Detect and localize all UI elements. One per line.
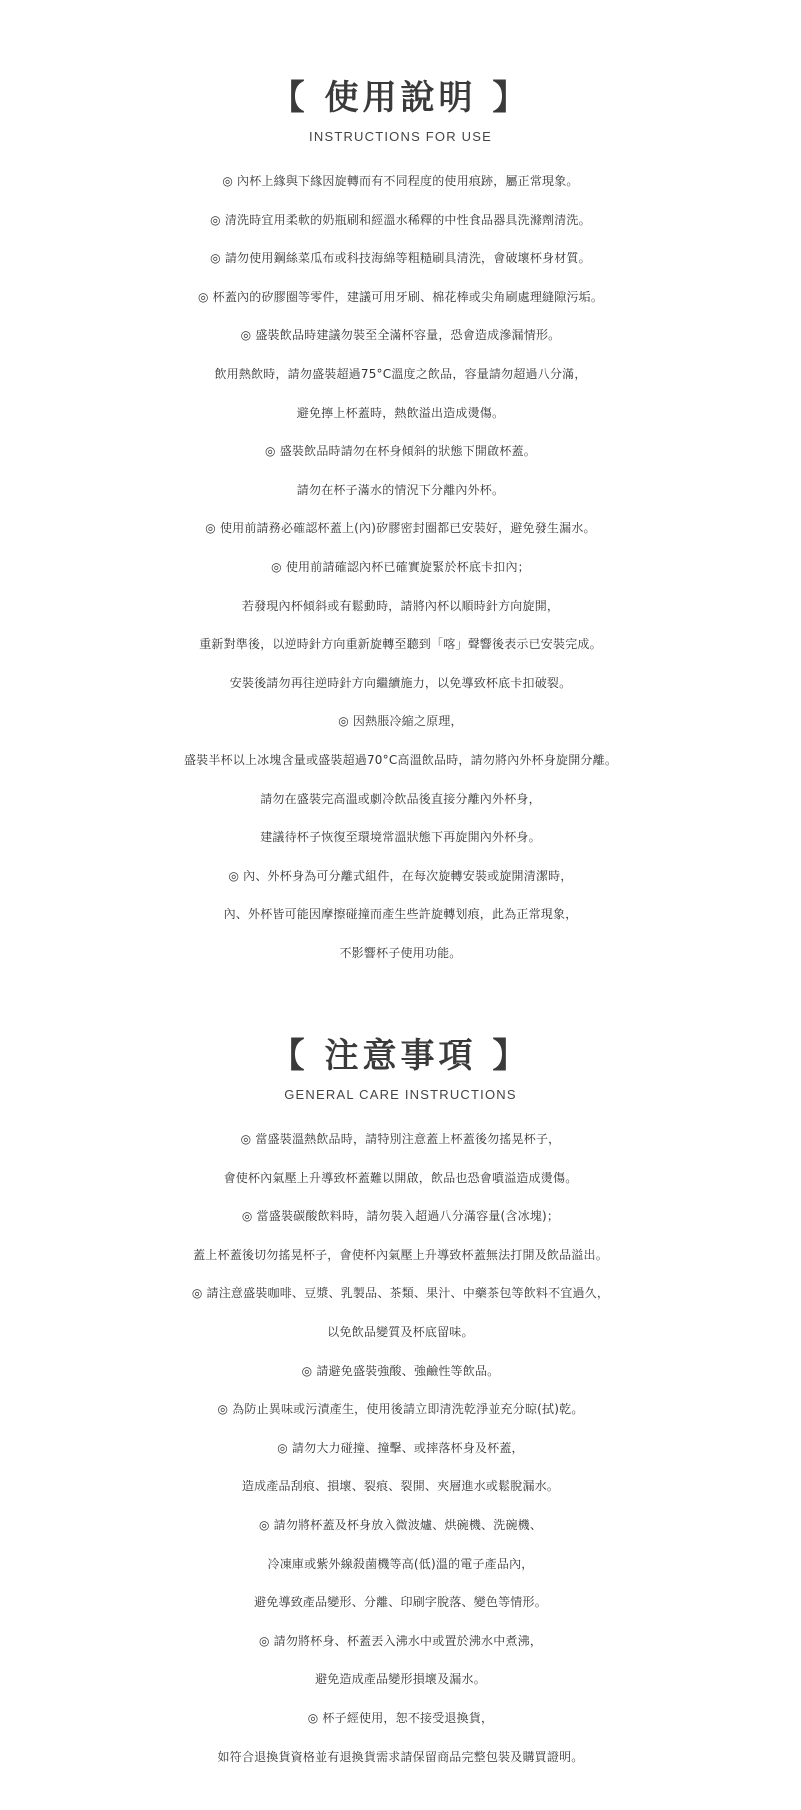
- care-line: ◎ 杯子經使用，恕不接受退換貨，: [307, 1710, 494, 1725]
- instruction-line: 重新對準後，以逆時針方向重新旋轉至聽到「喀」聲響後表示已安裝完成。: [199, 637, 602, 652]
- instruction-line: 飲用熱飲時，請勿盛裝超過75°C溫度之飲品，容量請勿超過八分滿，: [214, 366, 587, 381]
- care-line: ◎ 當盛裝溫熱飲品時，請特別注意蓋上杯蓋後勿搖晃杯子，: [240, 1132, 561, 1146]
- care-line: 避免導致產品變形、分離、印刷字脫落、變色等情形。: [254, 1595, 547, 1610]
- care-line: ◎ 請注意盛裝咖啡、豆漿、乳製品、茶類、果汁、中藥茶包等飲料不宜過久，: [191, 1286, 610, 1301]
- instruction-line: 內、外杯皆可能因摩擦碰撞而產生些許旋轉划痕，此為正常現象，: [223, 907, 578, 922]
- instruction-line: ◎ 內杯上緣與下緣因旋轉而有不同程度的使用痕跡，屬正常現象。: [222, 174, 579, 188]
- instructions-section: [0, 78, 801, 972]
- instructions-subtitle: INSTRUCTIONS FOR USE: [309, 129, 492, 144]
- instructions-list: [0, 162, 801, 972]
- care-line: ◎ 請勿大力碰撞、撞擊、或摔落杯身及杯蓋，: [277, 1440, 524, 1455]
- instruction-line: ◎ 杯蓋內的矽膠圈等零件，建議可用牙刷、棉花棒或尖角刷處理縫隙污垢。: [197, 289, 604, 304]
- instruction-line: ◎ 盛裝飲品時建議勿裝至全滿杯容量，恐會造成滲漏情形。: [240, 328, 561, 343]
- care-line: ◎ 請避免盛裝強酸、強鹼性等飲品。: [301, 1363, 500, 1378]
- care-line: 如符合退換貨資格並有退換貨需求請保留商品完整包裝及購買證明。: [217, 1749, 584, 1764]
- instruction-line: 建議待杯子恢復至環境常溫狀態下再旋開內外杯身。: [260, 830, 541, 845]
- instruction-line: ◎ 內、外杯身為可分離式組件，在每次旋轉安裝或旋開清潔時，: [228, 868, 573, 883]
- care-line: 會使杯內氣壓上升導致杯蓋難以開啟，飲品也恐會噴溢造成燙傷。: [223, 1170, 578, 1185]
- care-line: 避免造成產品變形損壞及漏水。: [315, 1672, 486, 1687]
- care-line: 冷凍庫或紫外線殺菌機等高(低)溫的電子產品內，: [267, 1556, 534, 1571]
- care-line: ◎ 請勿將杯身、杯蓋丟入沸水中或置於沸水中煮沸，: [258, 1633, 543, 1648]
- care-list: [0, 1120, 801, 1776]
- instruction-line: ◎ 使用前請務必確認杯蓋上(內)矽膠密封圈都已安裝好，避免發生漏水。: [205, 521, 596, 536]
- care-line: ◎ 請勿將杯蓋及杯身放入微波爐、烘碗機、洗碗機、: [258, 1517, 543, 1532]
- instruction-line: 盛裝半杯以上冰塊含量或盛裝超過70°C高溫飲品時，請勿將內外杯身旋開分離。: [183, 752, 618, 767]
- care-subtitle: GENERAL CARE INSTRUCTIONS: [284, 1087, 517, 1102]
- instruction-line: 若發現內杯傾斜或有鬆動時，請將內杯以順時針方向旋開，: [241, 598, 560, 613]
- instruction-line: 不影響杯子使用功能。: [339, 945, 462, 960]
- instruction-line: ◎ 清洗時宜用柔軟的奶瓶刷和經溫水稀釋的中性食品器具洗滌劑清洗。: [210, 212, 591, 227]
- instruction-line: ◎ 盛裝飲品時請勿在杯身傾斜的狀態下開啟杯蓋。: [265, 444, 536, 459]
- instruction-line: ◎ 使用前請確認內杯已確實旋緊於杯底卡扣內；: [271, 559, 530, 574]
- instruction-line: 安裝後請勿再往逆時針方向繼續施力，以免導致杯底卡扣破裂。: [229, 675, 572, 690]
- care-section: [0, 1036, 801, 1776]
- care-line: 蓋上杯蓋後切勿搖晃杯子，會使杯內氣壓上升導致杯蓋無法打開及飲品溢出。: [193, 1247, 608, 1262]
- instruction-line: 請勿在杯子滿水的情況下分離內外杯。: [296, 482, 505, 497]
- care-line: ◎ 為防止異味或污漬產生，使用後請立即清洗乾淨並充分晾(拭)乾。: [217, 1402, 584, 1417]
- care-line: 以免飲品變質及杯底留味。: [327, 1324, 474, 1339]
- instruction-line: 請勿在盛裝完高溫或劇冷飲品後直接分離內外杯身，: [260, 791, 541, 806]
- care-title: 【 注意事項 】: [270, 1036, 531, 1076]
- instruction-line: ◎ 因熱脹冷縮之原理，: [338, 714, 463, 729]
- instruction-line: ◎ 請勿使用鋼絲菜瓜布或科技海綿等粗糙刷具清洗，會破壞杯身材質。: [210, 251, 591, 266]
- care-line: ◎ 當盛裝碳酸飲料時，請勿裝入超過八分滿容量(含冰塊)；: [241, 1209, 560, 1224]
- instruction-line: 避免擰上杯蓋時，熱飲溢出造成燙傷。: [296, 405, 505, 420]
- instructions-title: 【 使用說明 】: [270, 78, 531, 118]
- care-line: 造成產品刮痕、損壞、裂痕、裂開、夾層進水或鬆脫漏水。: [241, 1479, 560, 1494]
